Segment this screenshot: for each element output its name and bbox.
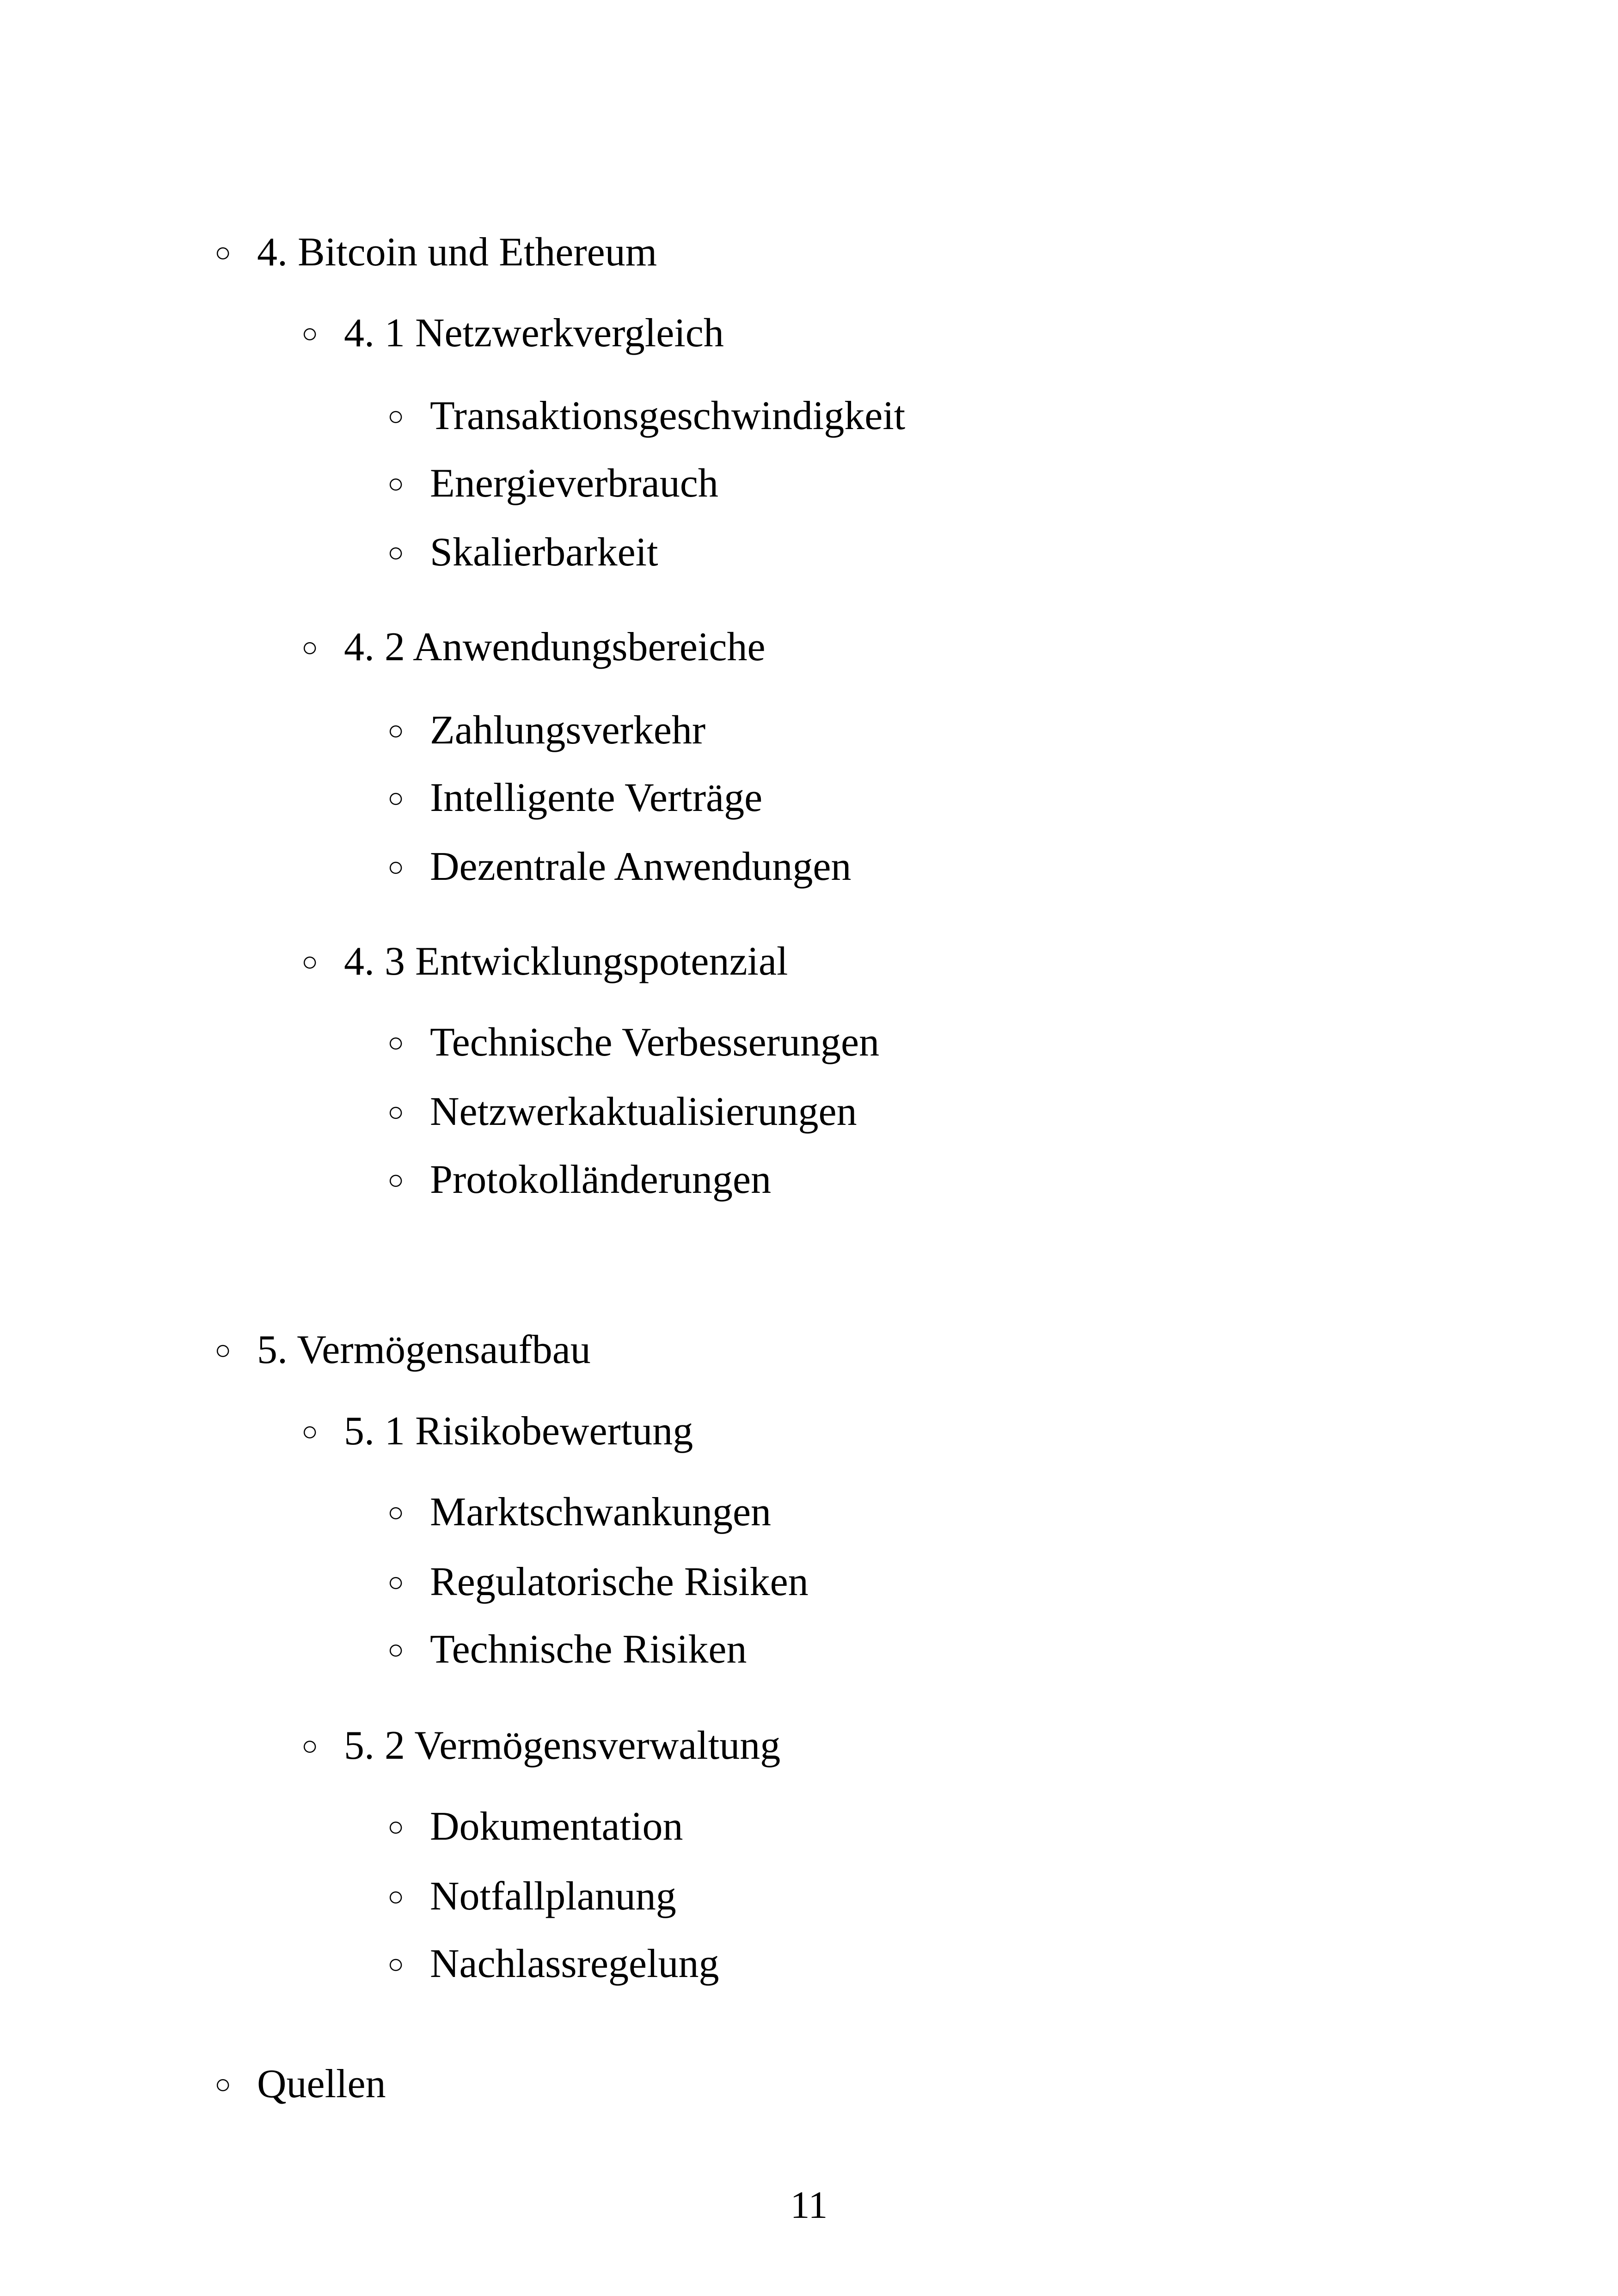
subsection-heading-5-2 xyxy=(301,1723,780,1769)
list-item xyxy=(387,1559,809,1605)
section-heading-5 xyxy=(215,1327,591,1373)
list-item xyxy=(387,460,718,507)
subsection-heading-4-2 xyxy=(301,624,766,670)
bullet-icon: ○ xyxy=(301,632,319,663)
section-title: 4. Bitcoin und Ethereum xyxy=(257,230,657,275)
subsection-title: 5. 1 Risikobewertung xyxy=(344,1409,693,1454)
bullet-icon: ○ xyxy=(215,1335,232,1365)
bullet-icon: ○ xyxy=(215,2069,232,2100)
list-item xyxy=(387,844,851,890)
subsection-heading-4-3 xyxy=(301,939,788,985)
subsection-title: 4. 1 Netzwerkvergleich xyxy=(344,311,724,356)
bullet-icon: ○ xyxy=(387,1881,404,1912)
list-item-label: Technische Risiken xyxy=(430,1627,747,1672)
section-heading-4 xyxy=(215,229,657,276)
list-item xyxy=(387,775,762,821)
list-item xyxy=(387,1804,683,1850)
list-item xyxy=(387,1941,719,1987)
list-item-label: Dokumentation xyxy=(430,1804,683,1849)
list-item-label: Technische Verbesserungen xyxy=(430,1020,880,1065)
bullet-icon: ○ xyxy=(387,1811,404,1842)
bullet-icon: ○ xyxy=(387,1027,404,1058)
bullet-icon: ○ xyxy=(387,1497,404,1528)
list-item-label: Transaktionsgeschwindigkeit xyxy=(430,393,906,438)
bullet-icon: ○ xyxy=(387,401,404,431)
subsection-title: 5. 2 Vermögensverwaltung xyxy=(344,1723,781,1768)
list-item-label: Netzwerkaktualisierungen xyxy=(430,1089,857,1134)
subsection-title: 4. 2 Anwendungsbereiche xyxy=(344,625,766,669)
bullet-icon: ○ xyxy=(387,468,404,499)
list-item-label: Dezentrale Anwendungen xyxy=(430,844,852,889)
bullet-icon: ○ xyxy=(301,318,319,349)
list-item-label: Energieverbrauch xyxy=(430,461,718,506)
list-item xyxy=(387,529,658,576)
section-title: 5. Vermögensaufbau xyxy=(257,1327,591,1372)
bullet-icon: ○ xyxy=(387,1097,404,1127)
list-item xyxy=(387,1489,771,1535)
bullet-icon: ○ xyxy=(387,1634,404,1665)
list-item-label: Zahlungsverkehr xyxy=(430,708,706,753)
list-item-label: Regulatorische Risiken xyxy=(430,1559,809,1604)
page-number: 11 xyxy=(790,2184,828,2227)
list-item xyxy=(387,1157,771,1203)
bullet-icon: ○ xyxy=(215,237,232,268)
list-item-label: Marktschwankungen xyxy=(430,1490,772,1535)
subsection-title: 4. 3 Entwicklungspotenzial xyxy=(344,939,788,984)
bullet-icon: ○ xyxy=(301,946,319,977)
section-title: Quellen xyxy=(257,2062,386,2106)
list-item-label: Nachlassregelung xyxy=(430,1941,719,1986)
list-item xyxy=(387,707,705,754)
list-item-label: Skalierbarkeit xyxy=(430,530,658,575)
section-heading-sources xyxy=(215,2061,386,2107)
list-item xyxy=(387,1019,879,1066)
bullet-icon: ○ xyxy=(387,537,404,568)
bullet-icon: ○ xyxy=(387,1165,404,1195)
bullet-icon: ○ xyxy=(387,1567,404,1597)
list-item xyxy=(387,393,905,439)
list-item xyxy=(387,1089,857,1135)
list-item-label: Protokolländerungen xyxy=(430,1157,772,1202)
bullet-icon: ○ xyxy=(387,1949,404,1979)
list-item xyxy=(387,1627,747,1673)
bullet-icon: ○ xyxy=(387,783,404,813)
bullet-icon: ○ xyxy=(387,715,404,746)
subsection-heading-5-1 xyxy=(301,1408,693,1455)
bullet-icon: ○ xyxy=(301,1416,319,1447)
list-item-label: Notfallplanung xyxy=(430,1874,676,1919)
subsection-heading-4-1 xyxy=(301,310,724,356)
list-item xyxy=(387,1873,676,1920)
bullet-icon: ○ xyxy=(301,1731,319,1761)
bullet-icon: ○ xyxy=(387,852,404,882)
list-item-label: Intelligente Verträge xyxy=(430,775,763,820)
